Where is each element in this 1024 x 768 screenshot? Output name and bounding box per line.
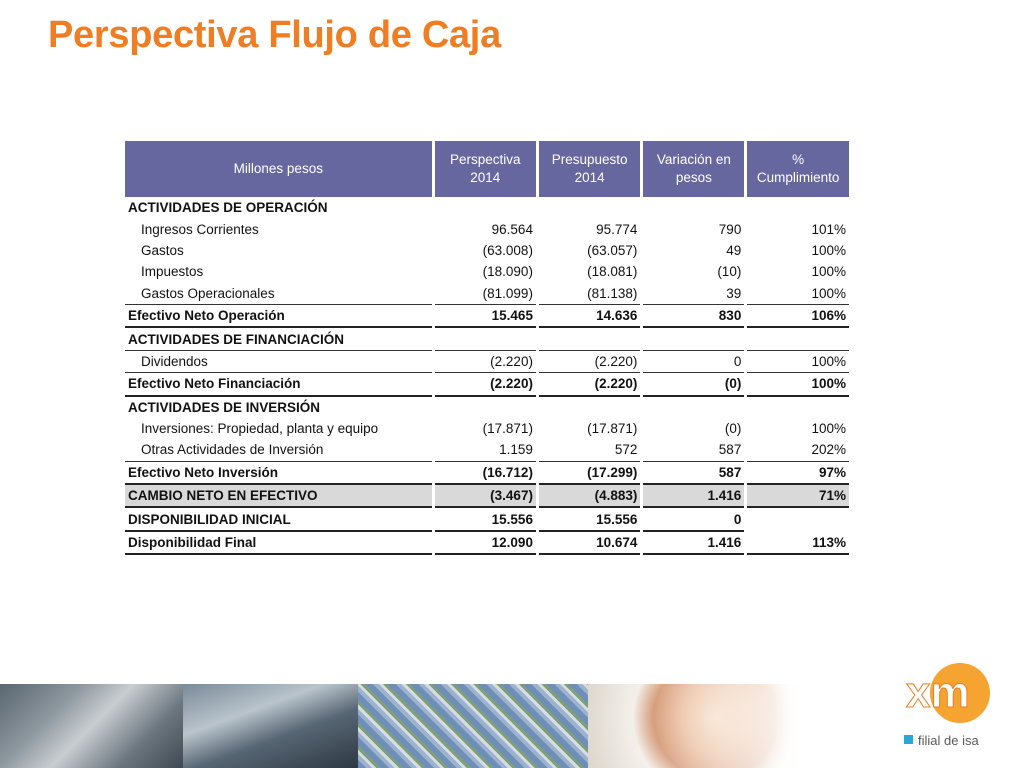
- table-row: [125, 305, 849, 328]
- cell-cumplimiento: 71%: [747, 485, 849, 508]
- table-row: [125, 418, 849, 439]
- row-label: Impuestos: [141, 264, 204, 280]
- table-row: [125, 351, 849, 373]
- header-presupuesto: Presupuesto 2014: [539, 141, 640, 197]
- cell-presupuesto: 10.674: [539, 532, 640, 555]
- xm-logo: [900, 655, 992, 745]
- row-label: Inversiones: Propiedad, planta y equipo: [141, 421, 379, 437]
- cell-variacion: 49: [726, 242, 742, 258]
- table-row: [125, 373, 849, 396]
- cell-variacion: 830: [643, 305, 744, 328]
- cell-cumplimiento: 100%: [747, 283, 849, 305]
- row-label: Otras Actividades de Inversión: [125, 439, 432, 461]
- cell-variacion: (0): [724, 421, 742, 437]
- city-map-photo: [358, 684, 588, 768]
- row-label: Gastos: [141, 242, 184, 258]
- footer-photo-strip: [0, 684, 800, 768]
- cell-variacion: 587: [643, 462, 744, 485]
- cell-cumplimiento: 202%: [747, 439, 849, 461]
- cell-presupuesto: 14.636: [539, 305, 640, 328]
- logo-tagline: filial de isa: [918, 733, 979, 748]
- row-label: Efectivo Neto Inversión: [125, 462, 432, 485]
- cell-perspectiva: (17.871): [482, 421, 533, 437]
- logo-wordmark: xm: [906, 668, 970, 717]
- table-row: [125, 532, 849, 555]
- row-label: ACTIVIDADES DE FINANCIACIÓN: [125, 328, 432, 350]
- cell-presupuesto: (18.081): [587, 264, 638, 280]
- cell-variacion: 39: [643, 283, 744, 305]
- cell-perspectiva: 1.159: [435, 439, 536, 461]
- highway-photo: [183, 684, 358, 768]
- cell-variacion: (0): [643, 373, 744, 396]
- cell-cumplimiento: 100%: [747, 373, 849, 396]
- cell-perspectiva: 12.090: [435, 532, 536, 555]
- table-row: [125, 485, 849, 508]
- row-label: Efectivo Neto Financiación: [125, 373, 432, 396]
- cell-perspectiva: 15.465: [435, 305, 536, 328]
- table-row: [125, 328, 849, 350]
- row-label: DISPONIBILIDAD INICIAL: [125, 508, 432, 531]
- cell-cumplimiento: 106%: [747, 305, 849, 328]
- logo-square-icon: [904, 735, 913, 744]
- table-row: [125, 397, 849, 418]
- page-title: Perspectiva Flujo de Caja: [48, 14, 501, 56]
- cell-cumplimiento: 100%: [811, 264, 846, 280]
- cell-presupuesto: (4.883): [539, 485, 640, 508]
- table-row: [125, 197, 849, 218]
- row-label: Gastos Operacionales: [125, 283, 432, 305]
- cell-variacion: 0: [643, 351, 744, 373]
- cell-variacion: 1.416: [643, 532, 744, 555]
- header-label: Millones pesos: [125, 141, 432, 197]
- cell-perspectiva: (2.220): [435, 373, 536, 396]
- table-row: [125, 218, 849, 239]
- row-label: Disponibilidad Final: [125, 532, 432, 555]
- cell-presupuesto: (2.220): [539, 351, 640, 373]
- cell-presupuesto: (81.138): [539, 283, 640, 305]
- traffic-cameras-photo: [0, 684, 183, 768]
- cell-perspectiva: (18.090): [482, 264, 533, 280]
- header-perspectiva: Perspectiva 2014: [435, 141, 536, 197]
- cell-cumplimiento: 113%: [747, 532, 849, 555]
- row-label: Ingresos Corrientes: [141, 221, 259, 237]
- cell-presupuesto: (17.871): [587, 421, 638, 437]
- photo-fade: [600, 684, 800, 768]
- cell-perspectiva: (3.467): [435, 485, 536, 508]
- cell-variacion: 0: [643, 508, 744, 531]
- cell-presupuesto: (17.299): [539, 462, 640, 485]
- cell-cumplimiento: 100%: [811, 421, 846, 437]
- cell-variacion: 1.416: [643, 485, 744, 508]
- cell-cumplimiento: 97%: [747, 462, 849, 485]
- cell-perspectiva: (63.008): [482, 242, 533, 258]
- cell-cumplimiento: 101%: [811, 221, 846, 237]
- cell-perspectiva: 96.564: [491, 221, 533, 237]
- cell-cumplimiento: [747, 508, 849, 531]
- table-row: [125, 261, 849, 282]
- cell-presupuesto: 95.774: [596, 221, 638, 237]
- cell-perspectiva: 15.556: [435, 508, 536, 531]
- cell-perspectiva: (2.220): [435, 351, 536, 373]
- row-label: Dividendos: [125, 351, 432, 373]
- table-row: [125, 462, 849, 485]
- table-row: [125, 283, 849, 305]
- table-header-row: [125, 141, 849, 197]
- cell-variacion: (10): [717, 264, 742, 280]
- cell-perspectiva: (16.712): [435, 462, 536, 485]
- table-row: [125, 439, 849, 461]
- header-variacion: Variación en pesos: [643, 141, 744, 197]
- cell-perspectiva: (81.099): [435, 283, 536, 305]
- row-label: Efectivo Neto Operación: [125, 305, 432, 328]
- row-label: CAMBIO NETO EN EFECTIVO: [125, 485, 432, 508]
- cell-cumplimiento: 100%: [811, 242, 846, 258]
- header-cumplimiento: % Cumplimiento: [747, 141, 849, 197]
- table-row: [125, 508, 849, 531]
- cell-cumplimiento: 100%: [747, 351, 849, 373]
- cell-variacion: 587: [643, 439, 744, 461]
- table-row: [125, 240, 849, 261]
- cell-presupuesto: 572: [539, 439, 640, 461]
- cash-flow-table: [122, 141, 852, 555]
- cell-presupuesto: (2.220): [539, 373, 640, 396]
- row-label: ACTIVIDADES DE INVERSIÓN: [128, 399, 321, 415]
- cell-variacion: 790: [718, 221, 742, 237]
- cell-presupuesto: (63.057): [587, 242, 638, 258]
- row-label: ACTIVIDADES DE OPERACIÓN: [128, 200, 328, 216]
- cell-presupuesto: 15.556: [539, 508, 640, 531]
